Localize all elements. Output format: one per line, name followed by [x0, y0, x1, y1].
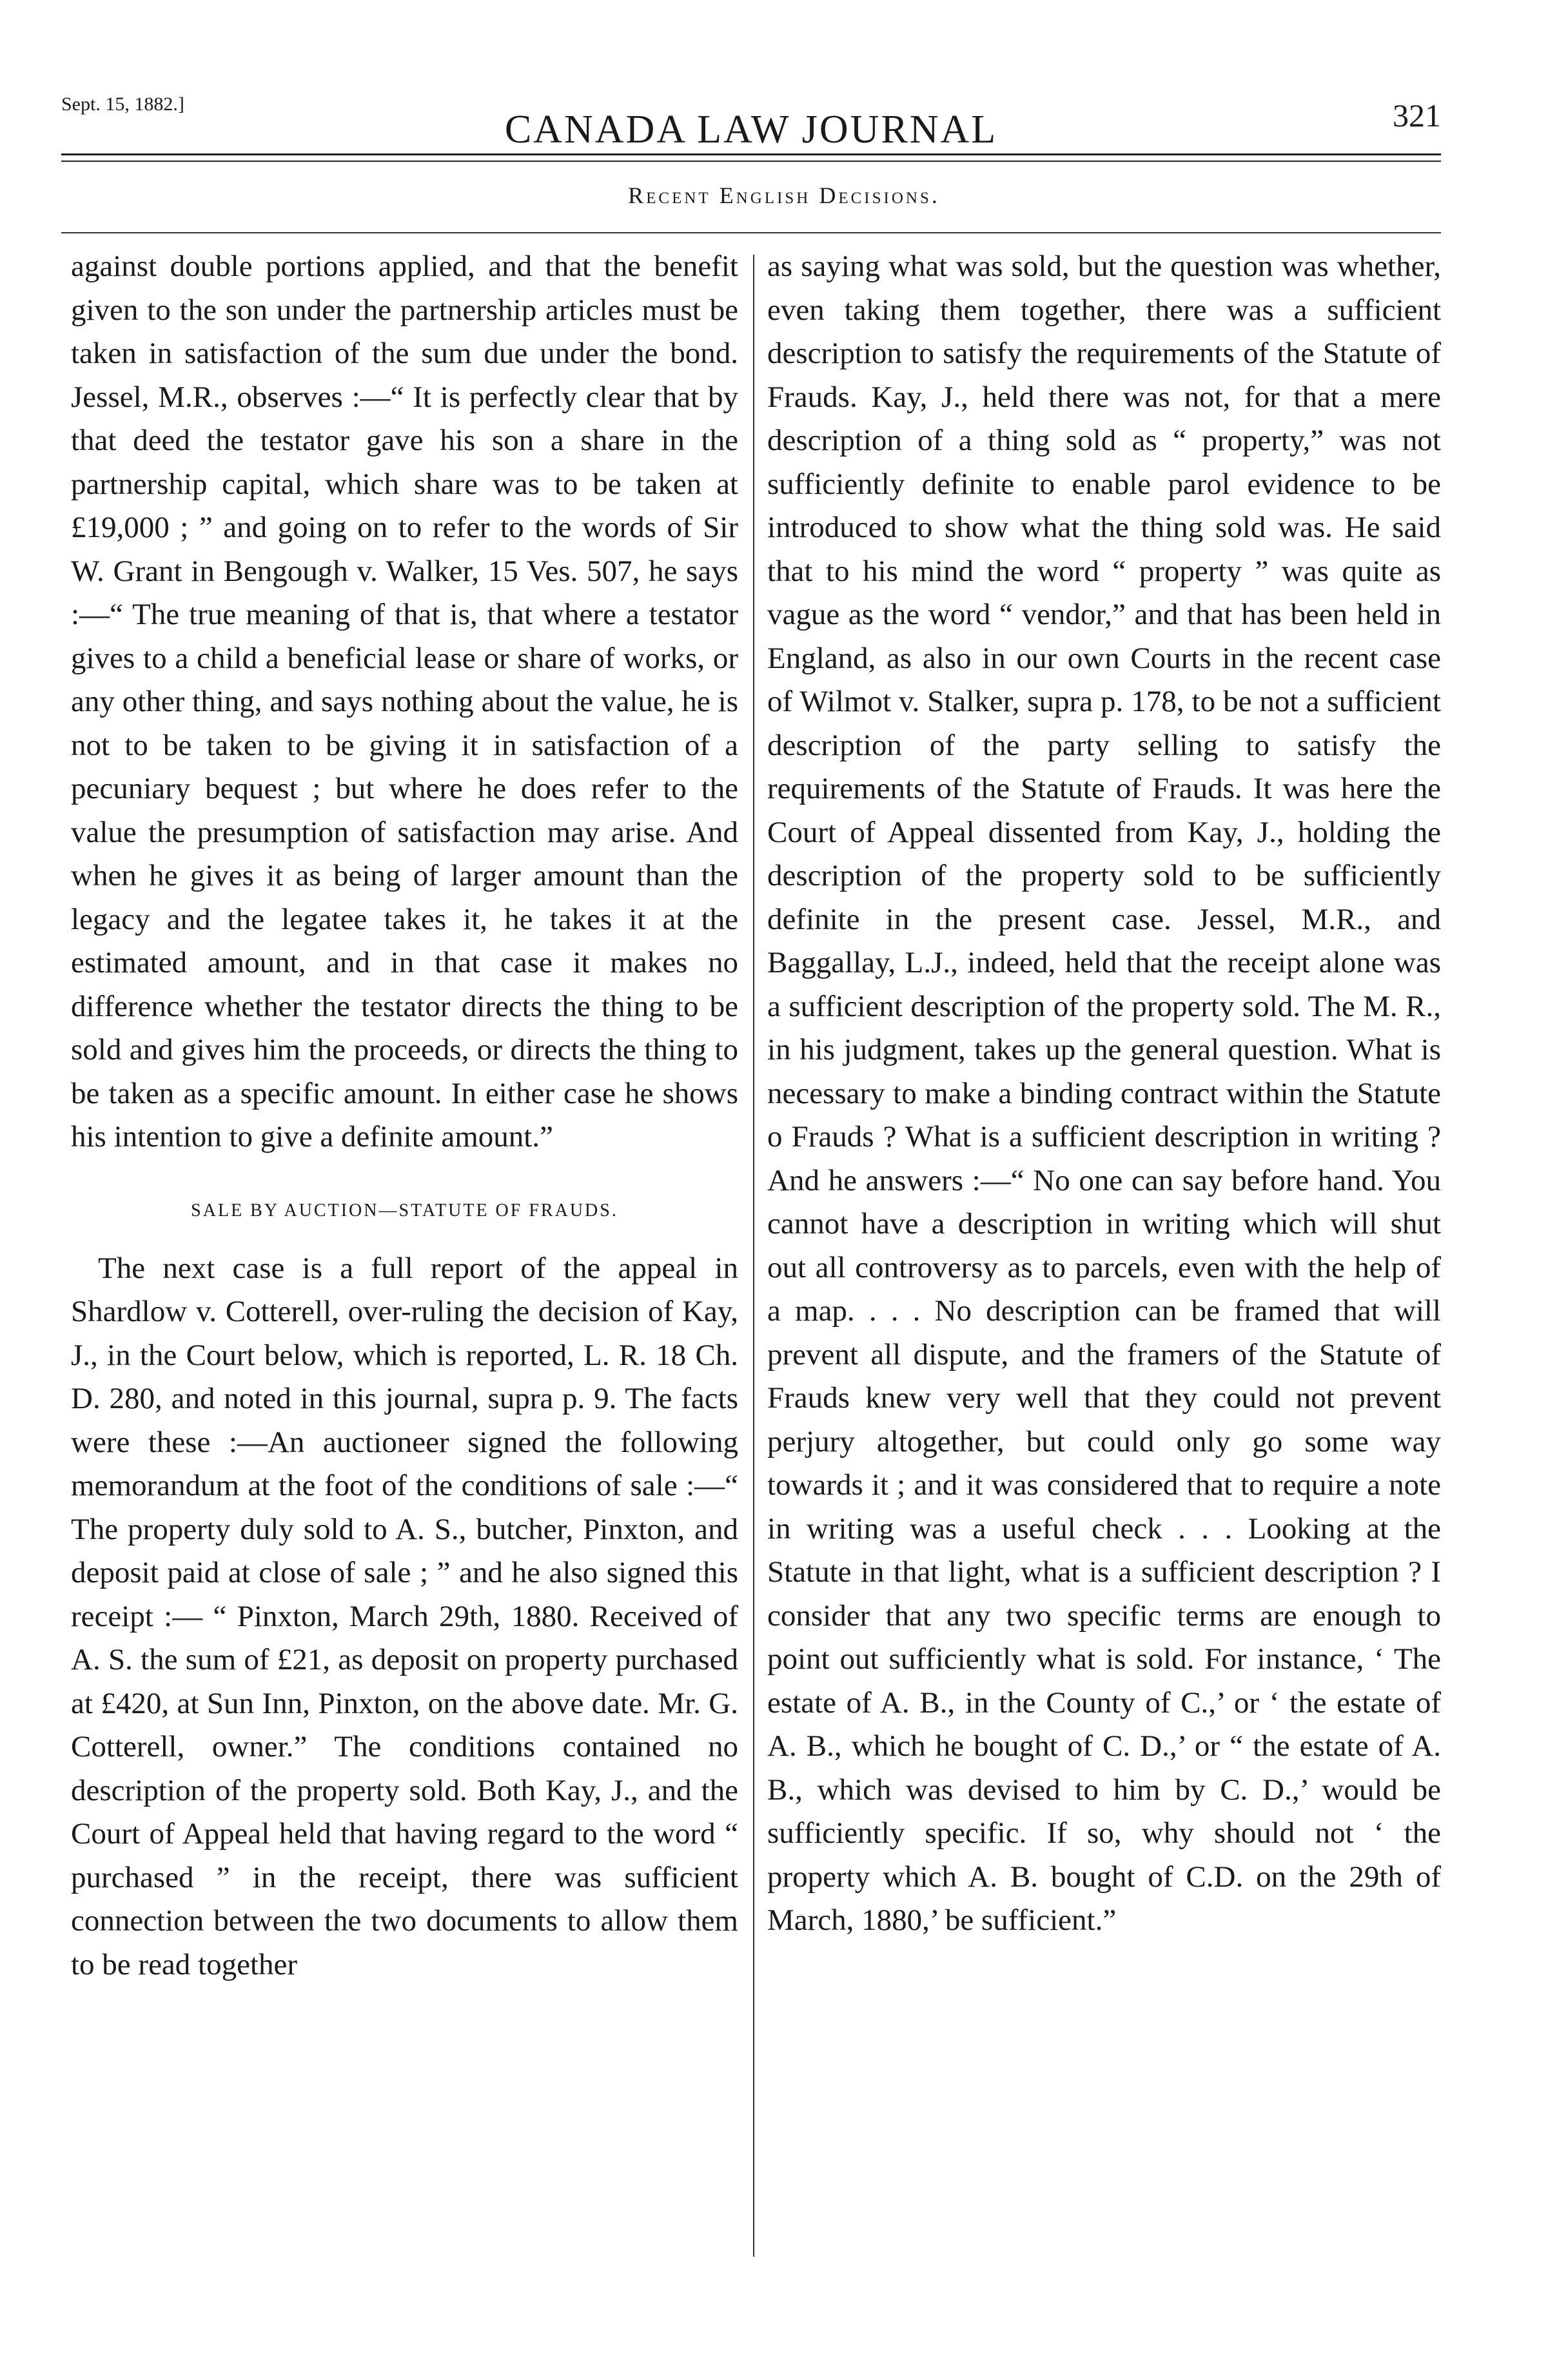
left-column — [71, 245, 738, 1987]
left-paragraph-2: The next case is a full report of the appeal in Shardlow v. Cotterell, over-ruling the decision of Kay, J., in the Court below, which is reported, L. R. 18 Ch. D. 280, and noted in this journal, supra p. 9. The facts were these :—An auctioneer signed the following memorandum at the foot of the conditions of sale :—“ The property duly sold to A. S., butcher, Pinxton, and deposit paid at close of sale ; ” and he also signed this receipt :— “ Pinxton, March 29th, 1880. Received of A. S. the sum of £21, as deposit on property purchased at £420, at Sun Inn, Pinxton, on the above date. Mr. G. Cotterell, owner.” The conditions contained no description of the property sold. Both Kay, J., and the Court of Appeal held that having regard to the word “ purchased ” in the receipt, there was sufficient connection between the two documents to allow them to be read together — [71, 1251, 738, 1981]
running-head-rule — [61, 232, 1441, 233]
section-heading: SALE BY AUCTION—STATUTE OF FRAUDS. — [191, 1200, 618, 1221]
page-header — [61, 90, 1441, 161]
issue-date: Sept. 15, 1882.] — [61, 93, 184, 115]
right-column — [767, 245, 1441, 1943]
header-rule — [61, 153, 1441, 162]
running-head: Recent English Decisions. — [628, 182, 940, 208]
journal-title: CANADA LAW JOURNAL — [504, 108, 998, 152]
page-number: 321 — [1393, 97, 1441, 133]
column-divider — [753, 255, 754, 2257]
left-paragraph-1: against double portions applied, and that the benefit given to the son under the partnership articles must be taken in satisfaction of the sum due under the bond. Jessel, M.R., observes :—“ It is perfectly clear that by that deed the testator gave his son a share in the partnership capital, which share was to be taken at £19,000 ; ” and going on to refer to the words of Sir W. Grant in Bengough v. Walker, 15 Ves. 507, he says :—“ The true meaning of that is, that where a testator gives to a child a beneficial lease or share of works, or any other thing, and says nothing about the value, he is not to be taken to be giving it in satisfaction of a pecuniary bequest ; but where he does refer to the value the presumption of satisfaction may arise. And when he gives it as being of larger amount than the legacy and the legatee takes it, he takes it at the estimated amount, and in that case it makes no difference whether the testator directs the thing to be sold and gives him the proceeds, or directs the thing to be taken as a specific amount. In either case he shows his intention to give a definite amount.” — [71, 250, 738, 1154]
right-paragraph-1: as saying what was sold, but the question was whether, even taking them together, there was a sufficient description to satisfy the requirements of the Statute of Frauds. Kay, J., held there was not, for that a mere description of a thing sold as “ property,” was not sufficiently definite to enable parol evidence to be introduced to show what the thing sold was. He said that to his mind the word “ property ” was quite as vague as the word “ vendor,” and that has been held in England, as also in our own Courts in the recent case of Wilmot v. Stalker, supra p. 178, to be not a sufficient description of the party selling to satisfy the requirements of the Statute of Frauds. It was here the Court of Appeal dissented from Kay, J., holding the description of the property sold to be sufficiently definite in the present case. Jessel, M.R., and Baggallay, L.J., indeed, held that the receipt alone was a sufficient description of the property sold. The M. R., in his judgment, takes up the general question. What is necessary to make a binding contract within the Statute o Frauds ? What is a sufficient description in writing ? And he answers :—“ No one can say before hand. You cannot have a description in writing which will shut out all controversy as to parcels, even with the help of a map. . . . No description can be framed that will prevent all dispute, and the framers of the Statute of Frauds knew very well that they could not prevent perjury altogether, but could only go some way towards it ; and it was considered that to require a note in writing was a useful check . . . Looking at the Statute in that light, what is a sufficient description ? I consider that any two specific terms are enough to point out sufficiently what is sold. For instance, ‘ The estate of A. B., in the County of C.,’ or ‘ the estate of A. B., which he bought of C. D.,’ or “ the estate of A. B., which was devised to him by C. D.,’ would be sufficiently specific. If so, why should not ‘ the property which A. B. bought of C.D. on the 29th of March, 1880,’ be sufficient.” — [767, 250, 1441, 1937]
